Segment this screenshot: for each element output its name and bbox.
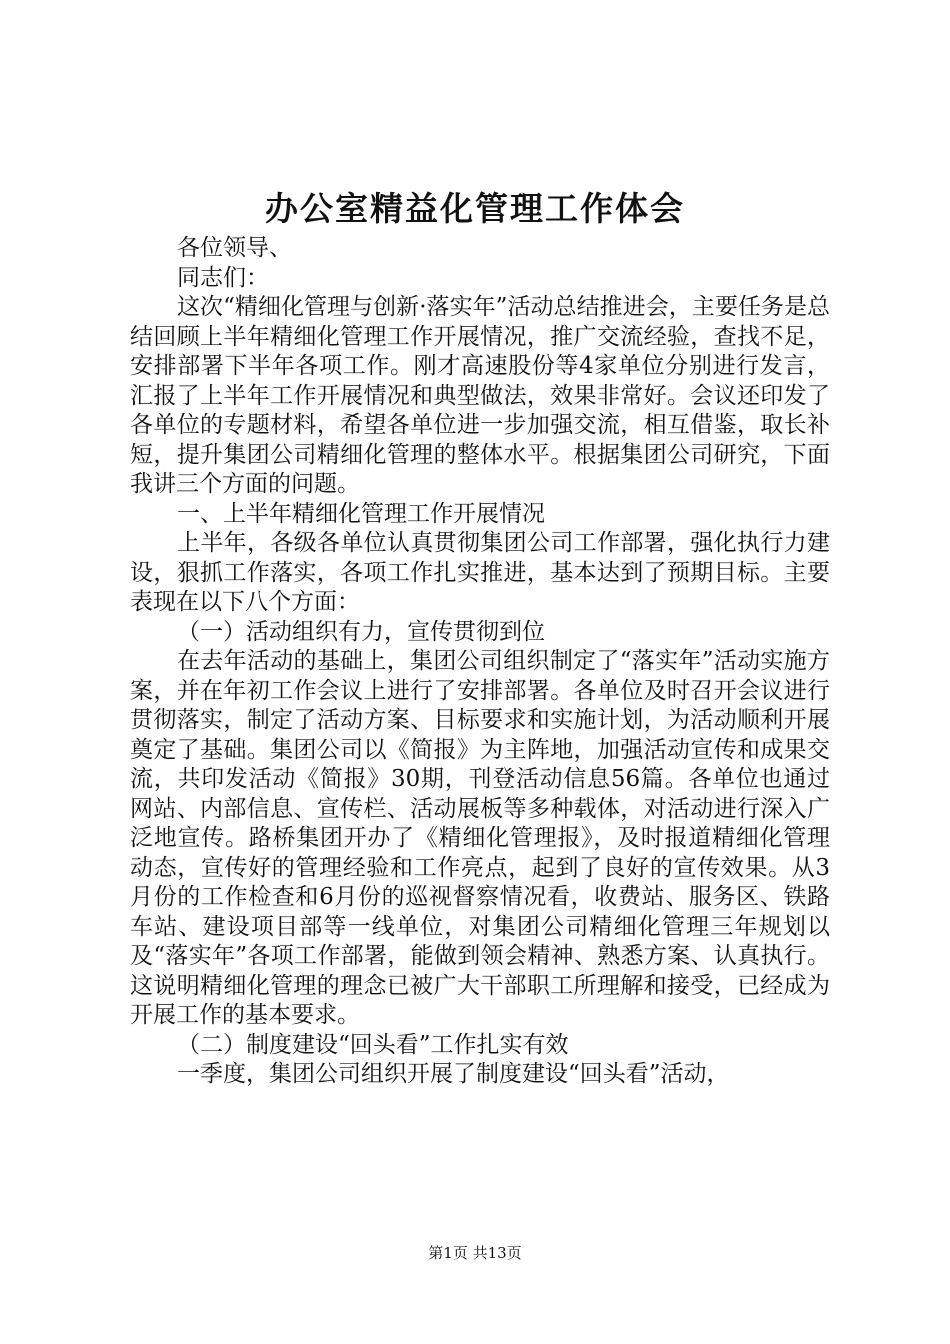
paragraph: 这次“精细化管理与创新·落实年”活动总结推进会，主要任务是总结回顾上半年精细化管理工作开展情况，推广交流经验，查找不足，安排部署下半年各项工作。刚才高速股份等4家单位分别进行发言，汇报了上半年工作开展情况和典型做法，效果非常好。会议还印发了各单位的专题材料，希望各单位进一步加强交流，相互借鉴，取长补短，提升集团公司精细化管理的整体水平。根据集团公司研究，下面我讲三个方面的问题。 bbox=[130, 294, 830, 497]
subsection-heading: （一）活动组织有力，宣传贯彻到位 bbox=[177, 618, 545, 645]
subsection-heading: （二）制度建设“回头看”工作扎实有效 bbox=[177, 1031, 569, 1058]
salutation-line: 同志们： bbox=[177, 264, 269, 291]
paragraph: 一季度，集团公司组织开展了制度建设“回头看”活动， bbox=[177, 1061, 730, 1087]
document-title: 办公室精益化管理工作体会 bbox=[265, 189, 685, 228]
paragraph: 上半年，各级各单位认真贯彻集团公司工作部署，强化执行力建设，狠抓工作落实，各项工作扎实推进，基本达到了预期目标。主要表现在以下八个方面： bbox=[130, 530, 830, 615]
paragraph: 在去年活动的基础上，集团公司组织制定了“落实年”活动实施方案，并在年初工作会议上进行了安排部署。各单位及时召开会议进行贯彻落实，制定了活动方案、目标要求和实施计划，为活动顺利开展奠定了基础。集团公司以《简报》为主阵地，加强活动宣传和成果交流，共印发活动《简报》30期，刊登活动信息56篇。各单位也通过网站、内部信息、宣传栏、活动展板等多种载体，对活动进行深入广泛地宣传。路桥集团开办了《精细化管理报》，及时报道精细化管理动态，宣传好的管理经验和工作亮点，起到了良好的宣传效果。从3月份的工作检查和6月份的巡视督察情况看，收费站、服务区、铁路车站、建设项目部等一线单位，对集团公司精细化管理三年规划以及“落实年”各项工作部署，能做到领会精神、熟悉方案、认真执行。这说明精细化管理的理念已被广大干部职工所理解和接受，已经成为开展工作的基本要求。 bbox=[130, 648, 830, 1028]
salutation-line: 各位领导、 bbox=[177, 235, 292, 261]
page-footer: 第1页 共13页 bbox=[428, 1244, 522, 1262]
document-body bbox=[130, 234, 830, 1090]
section-heading: 一、上半年精细化管理工作开展情况 bbox=[177, 500, 545, 527]
